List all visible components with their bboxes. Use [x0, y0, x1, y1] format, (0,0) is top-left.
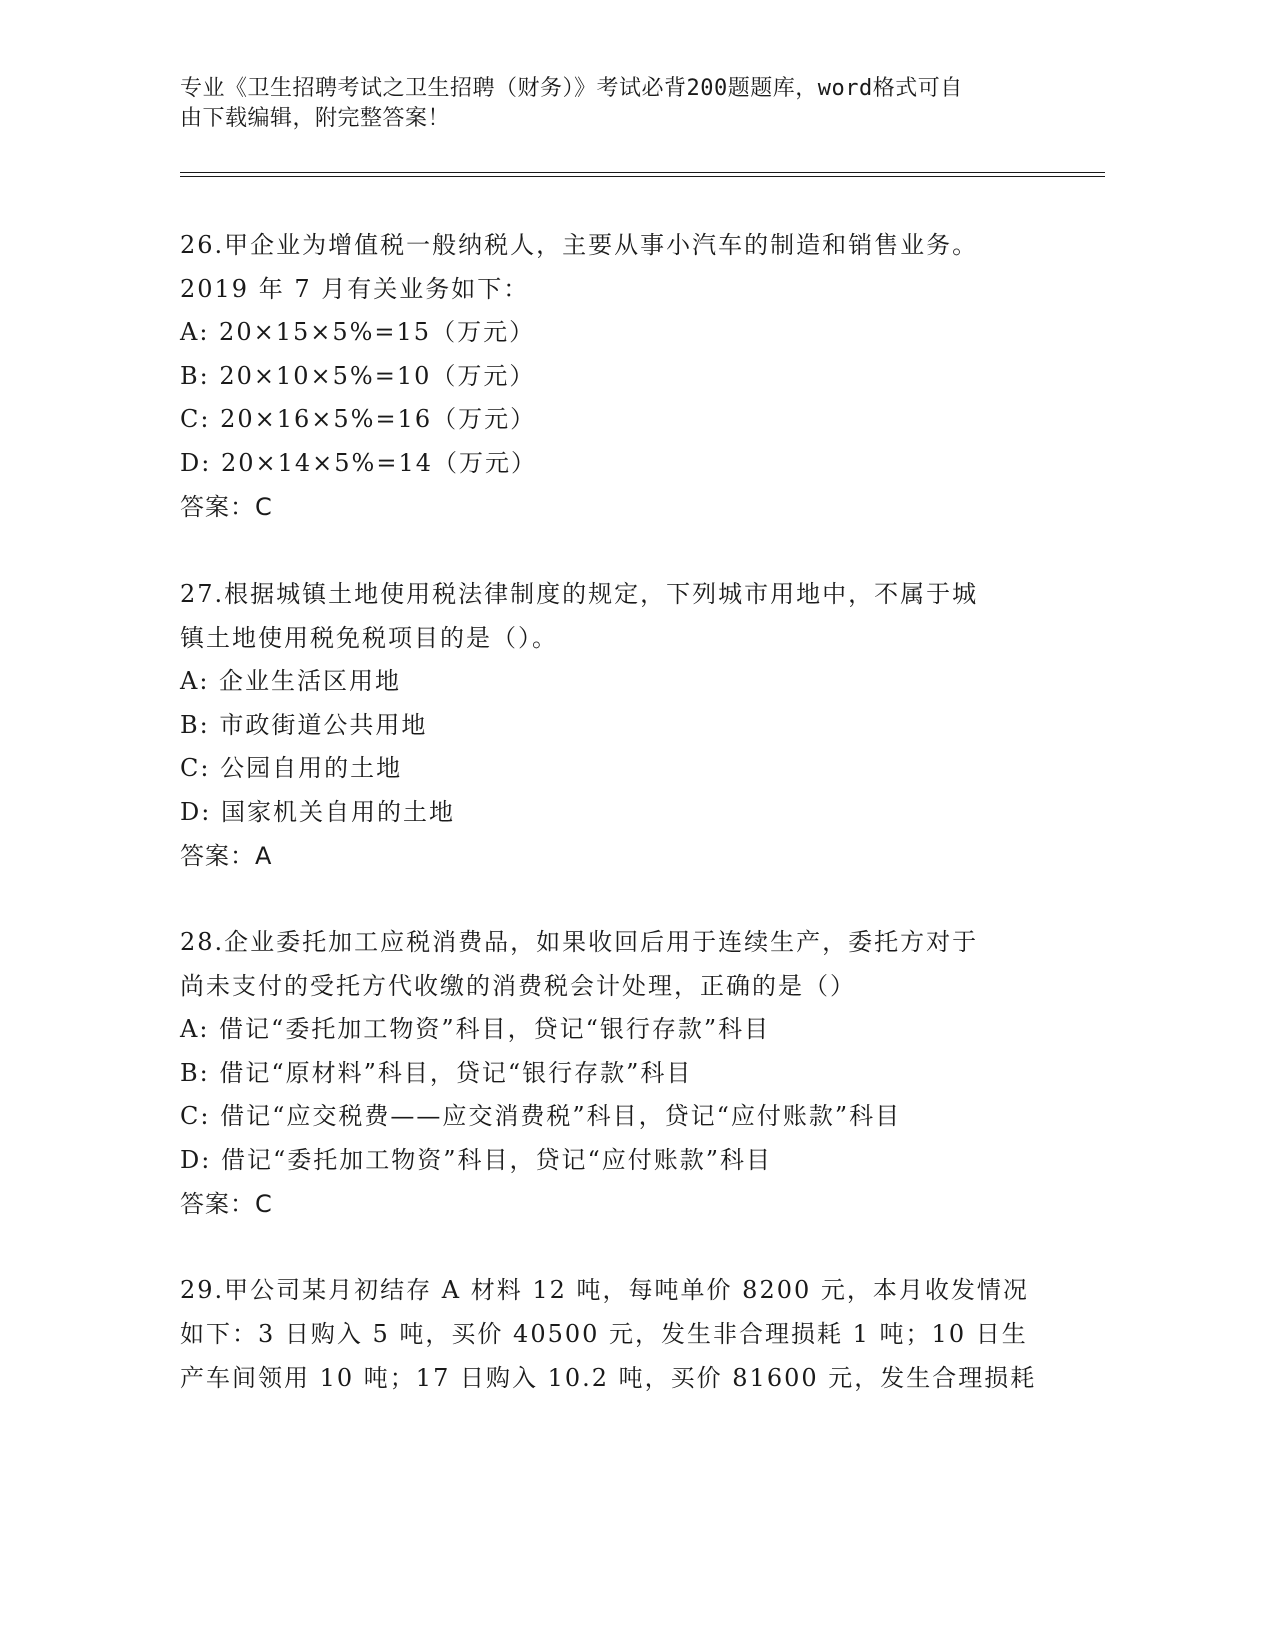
option-d: D: 20×14×5%=14（万元）	[180, 448, 537, 477]
question-28	[180, 920, 1050, 1226]
question-27	[180, 572, 1050, 878]
option-b: B: 借记“原材料”科目，贷记“银行存款”科目	[180, 1058, 693, 1087]
option-b: B: 市政街道公共用地	[180, 710, 428, 739]
question-text-line: 镇土地使用税免税项目的是（）。	[180, 624, 558, 652]
answer: 答案：C	[180, 1190, 273, 1218]
option-c: C: 公园自用的土地	[180, 754, 403, 782]
option-d: D: 国家机关自用的土地	[180, 797, 455, 826]
header-line-2: 由下载编辑，附完整答案！	[180, 106, 451, 131]
question-text-line: 26.甲企业为增值税一般纳税人，主要从事小汽车的制造和销售业务。	[180, 231, 979, 259]
option-a: A: 企业生活区用地	[180, 667, 402, 695]
question-text-line: 2019 年 7 月有关业务如下：	[180, 275, 530, 303]
question-text-line: 产车间领用 10 吨；17 日购入 10.2 吨，买价 81600 元，发生合理损耗	[180, 1364, 1037, 1392]
option-a: A: 20×15×5%=15（万元）	[180, 318, 536, 346]
question-text-line: 尚未支付的受托方代收缴的消费税会计处理，正确的是（）	[180, 972, 856, 1000]
question-text-line: 如下：3 日购入 5 吨，买价 40500 元，发生非合理损耗 1 吨；10 日生	[180, 1320, 1028, 1348]
option-a: A: 借记“委托加工物资”科目，贷记“银行存款”科目	[180, 1015, 771, 1043]
option-d: D: 借记“委托加工物资”科目，贷记“应付账款”科目	[180, 1145, 773, 1174]
header-divider	[180, 172, 1105, 177]
header-line-1: 专业《卫生招聘考试之卫生招聘（财务）》考试必背200题题库，word格式可自	[180, 76, 963, 101]
option-b: B: 20×10×5%=10（万元）	[180, 361, 536, 390]
question-text-line: 28.企业委托加工应税消费品，如果收回后用于连续生产，委托方对于	[180, 928, 979, 956]
option-c: C: 20×16×5%=16（万元）	[180, 405, 537, 433]
page-header	[180, 74, 1040, 134]
answer: 答案：A	[180, 842, 273, 870]
option-c: C: 借记“应交税费——应交消费税”科目，贷记“应付账款”科目	[180, 1102, 902, 1130]
answer: 答案：C	[180, 493, 273, 521]
question-text-line: 27.根据城镇土地使用税法律制度的规定，下列城市用地中，不属于城	[180, 580, 979, 608]
question-26	[180, 223, 1050, 529]
question-29	[180, 1268, 1050, 1400]
question-text-line: 29.甲公司某月初结存 A 材料 12 吨，每吨单价 8200 元，本月收发情况	[180, 1276, 1029, 1304]
